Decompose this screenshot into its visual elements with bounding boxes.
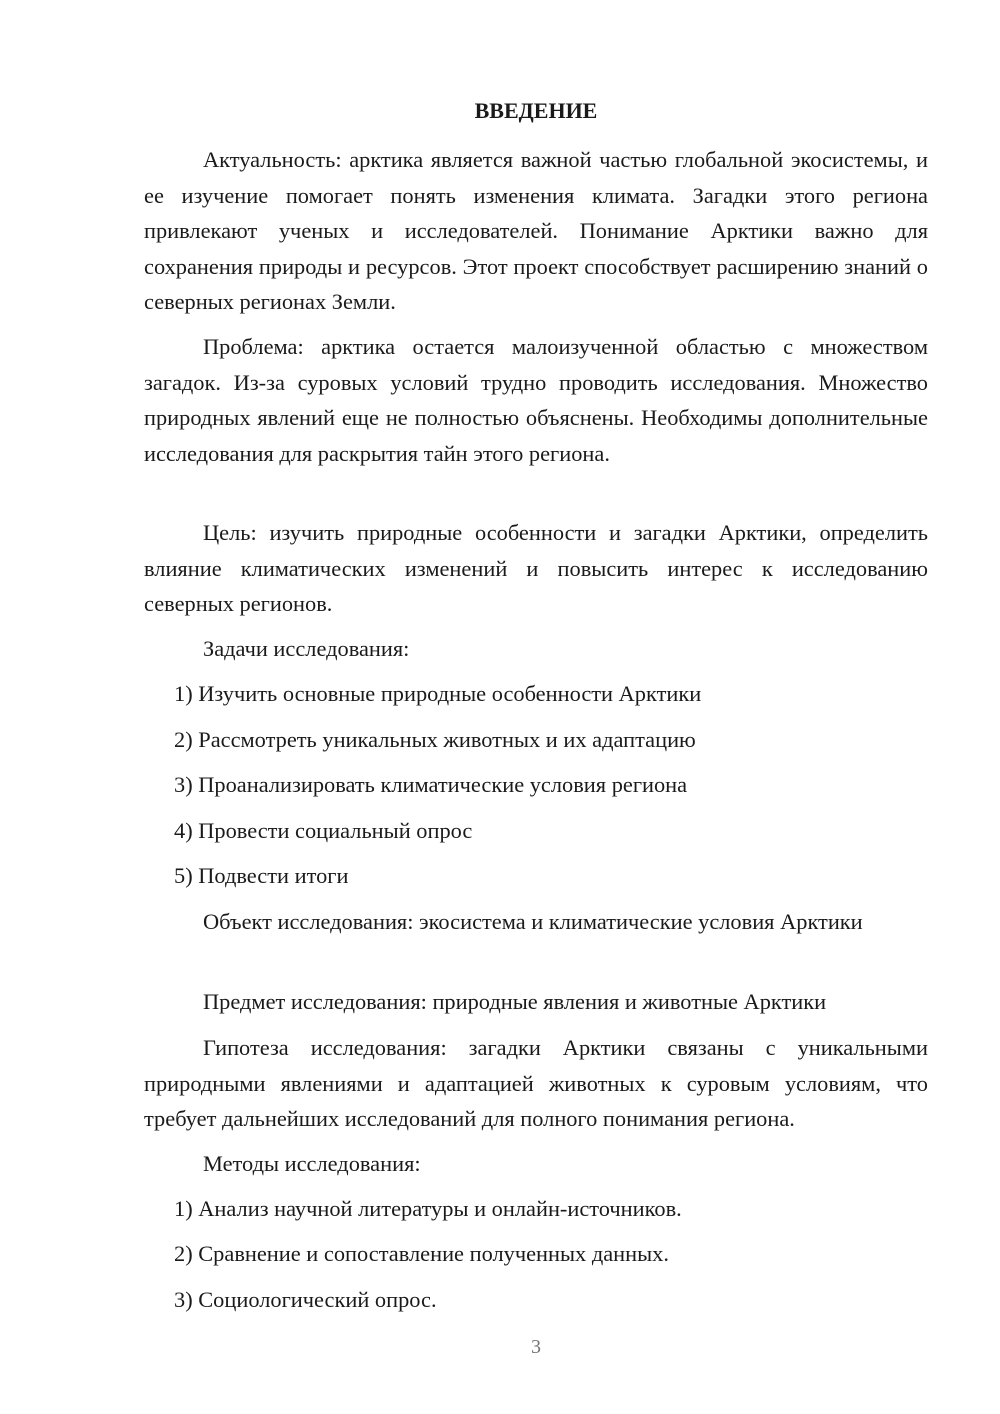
task-item: 1) Изучить основные природные особенности Арктики	[174, 681, 702, 706]
page-number: 3	[531, 1336, 541, 1358]
tasks-heading: Задачи исследования:	[203, 636, 410, 661]
method-item: 2) Сравнение и сопоставление полученных данных.	[174, 1241, 669, 1266]
subject-line: Предмет исследования: природные явления и животные Арктики	[203, 989, 827, 1014]
hypothesis-paragraph: Гипотеза исследования: загадки Арктики связаны с уникальными природными явлениями и адаптацией животных к суровым условиям, что требует дальнейших исследований для полного понимания региона.	[144, 1035, 928, 1131]
task-item: 2) Рассмотреть уникальных животных и их адаптацию	[174, 727, 696, 752]
task-item: 5) Подвести итоги	[174, 863, 349, 888]
section-title: ВВЕДЕНИЕ	[474, 98, 598, 123]
method-item: 1) Анализ научной литературы и онлайн-источников.	[174, 1196, 682, 1221]
object-paragraph: Объект исследования: экосистема и климатические условия Арктики	[203, 909, 863, 934]
method-item: 3) Социологический опрос.	[174, 1287, 437, 1312]
goal-paragraph: Цель: изучить природные особенности и загадки Арктики, определить влияние климатических изменений и повысить интерес к исследованию северных регионов.	[144, 520, 928, 616]
task-item: 3) Проанализировать климатические условия региона	[174, 772, 688, 797]
task-item: 4) Провести социальный опрос	[174, 818, 473, 843]
relevance-paragraph: Актуальность: арктика является важной частью глобальной экосистемы, и ее изучение помогает понять изменения климата. Загадки этого региона привлекают ученых и исследователей. Понимание Арктики важно для сохранения природы и ресурсов. Этот проект способствует расширению знаний о северных регионах Земли.	[144, 147, 928, 314]
methods-heading: Методы исследования:	[203, 1151, 421, 1176]
problem-paragraph: Проблема: арктика остается малоизученной областью с множеством загадок. Из-за суровых условий трудно проводить исследования. Множество природных явлений еще не полностью объяснены. Необходимы дополнительные исследования для раскрытия тайн этого региона.	[144, 334, 928, 466]
